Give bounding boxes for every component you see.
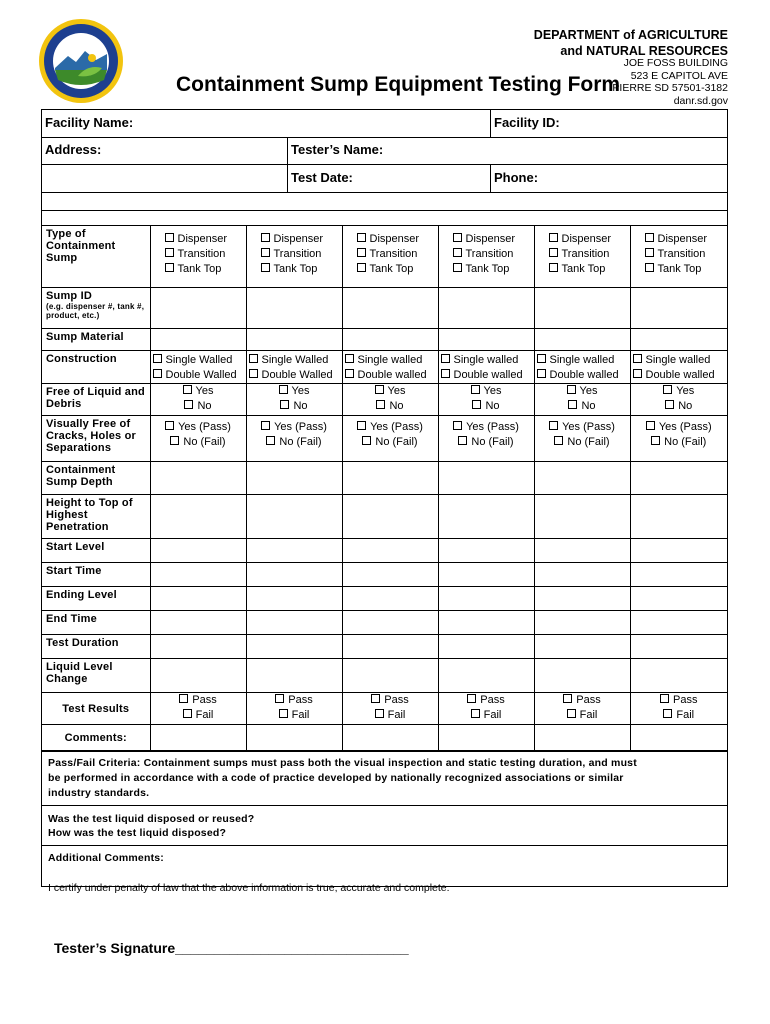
checkbox[interactable] [153,369,162,378]
row-label-visual: Visually Free of Cracks, Holes or Separations [42,415,150,461]
checkbox[interactable] [633,369,642,378]
free-liquid-options[interactable] [438,383,534,415]
penetration-height-cell[interactable] [534,494,630,538]
visual-inspection-options[interactable] [342,415,438,461]
option-single-low: Single walled [345,353,438,368]
checkbox[interactable] [453,233,462,242]
checkbox[interactable] [280,400,289,409]
row-label-free-liquid: Free of Liquid and Debris [42,383,150,415]
free-liquid-options[interactable] [630,383,727,415]
ending-level-cell[interactable] [630,586,727,610]
sump-type-options[interactable] [438,225,534,287]
test-result-options[interactable] [534,692,630,724]
checkbox[interactable] [376,400,385,409]
option-fail: Fail [535,708,630,723]
ending-level-cell[interactable] [534,586,630,610]
pass-fail-criteria [42,752,727,806]
construction-options[interactable] [342,350,438,383]
visual-inspection-options[interactable] [150,415,246,461]
start-level-cell[interactable] [630,538,727,562]
free-liquid-options[interactable] [150,383,246,415]
facility-id-field[interactable]: Facility ID: [494,115,560,130]
criteria-line-3: industry standards. [48,786,150,799]
option-double-low: Double walled [345,368,438,383]
checkbox[interactable] [261,263,270,272]
checkbox[interactable] [261,248,270,257]
free-liquid-options[interactable] [342,383,438,415]
sump-material-cell[interactable] [342,328,438,350]
addr-line-2: 523 E CAPITOL AVE [630,69,728,82]
sump-test-table [42,211,727,751]
option-dispenser: Dispenser [261,232,342,247]
address-field[interactable]: Address: [45,142,102,157]
row-label-end-time: End Time [42,610,150,634]
option-no-fail: No (Fail) [247,435,342,450]
duration-cell[interactable] [150,634,246,658]
option-dispenser: Dispenser [549,232,630,247]
option-yes: Yes [631,384,728,399]
checkbox[interactable] [537,369,546,378]
penetration-height-cell[interactable] [342,494,438,538]
checkbox[interactable] [458,436,467,445]
sump-type-options[interactable] [246,225,342,287]
start-time-cell[interactable] [630,562,727,586]
option-no-fail: No (Fail) [151,435,246,450]
checkbox[interactable] [549,421,558,430]
construction-options[interactable] [534,350,630,383]
duration-cell[interactable] [630,634,727,658]
row-label-start-time: Start Time [42,562,150,586]
test-result-options[interactable] [630,692,727,724]
liquid-level-change-cell[interactable] [438,658,534,692]
row-label-material: Sump Material [42,328,150,350]
checkbox[interactable] [375,385,384,394]
checkbox[interactable] [471,709,480,718]
duration-cell[interactable] [438,634,534,658]
liquid-level-change-cell[interactable] [630,658,727,692]
row-label-start-level: Start Level [42,538,150,562]
free-liquid-options[interactable] [246,383,342,415]
checkbox[interactable] [153,354,162,363]
option-no: No [343,399,438,414]
checkbox[interactable] [663,709,672,718]
option-pass: Pass [151,693,246,708]
checkbox[interactable] [179,694,188,703]
row-label-depth: Containment Sump Depth [42,461,150,494]
duration-cell[interactable] [246,634,342,658]
checkbox[interactable] [261,421,270,430]
liquid-level-change-cell[interactable] [246,658,342,692]
sump-material-cell[interactable] [534,328,630,350]
option-yes-pass: Yes (Pass) [343,420,438,435]
ending-level-cell[interactable] [246,586,342,610]
sump-material-cell[interactable] [630,328,727,350]
option-fail: Fail [439,708,534,723]
option-dispenser: Dispenser [357,232,438,247]
option-fail: Fail [247,708,342,723]
sump-material-cell[interactable] [150,328,246,350]
option-double-low: Double walled [441,368,534,383]
test-date-field[interactable]: Test Date: [291,170,353,185]
checkbox[interactable] [549,263,558,272]
row-label-type: Type of Containment Sump [42,225,150,287]
sump-depth-cell[interactable] [630,461,727,494]
option-no-fail: No (Fail) [535,435,630,450]
checkbox[interactable] [645,263,654,272]
ending-level-cell[interactable] [342,586,438,610]
penetration-height-cell[interactable] [246,494,342,538]
checkbox[interactable] [441,369,450,378]
end-time-cell[interactable] [342,610,438,634]
certification-statement: I certify under penalty of law that the above information is true, accurate and complete. [48,882,450,894]
checkbox[interactable] [467,694,476,703]
checkbox[interactable] [567,385,576,394]
option-double-low: Double walled [537,368,630,383]
start-level-cell[interactable] [534,538,630,562]
option-pass: Pass [247,693,342,708]
sump-depth-cell[interactable] [438,461,534,494]
option-yes-pass: Yes (Pass) [247,420,342,435]
option-no: No [535,399,630,414]
sump-id-cell[interactable] [150,287,246,328]
checkbox[interactable] [165,233,174,242]
test-result-options[interactable] [246,692,342,724]
free-liquid-options[interactable] [534,383,630,415]
option-no: No [151,399,246,414]
liquid-level-change-cell[interactable] [342,658,438,692]
sump-depth-cell[interactable] [150,461,246,494]
checkbox[interactable] [261,233,270,242]
option-pass: Pass [439,693,534,708]
sump-type-options[interactable] [630,225,727,287]
option-single-low: Single walled [633,353,728,368]
checkbox[interactable] [165,421,174,430]
criteria-line-1: Pass/Fail Criteria: Containment sumps must pass both the visual inspection and static testing duration, and must [48,756,637,769]
sump-depth-cell[interactable] [534,461,630,494]
duration-cell[interactable] [342,634,438,658]
option-yes: Yes [343,384,438,399]
start-time-cell[interactable] [438,562,534,586]
checkbox[interactable] [663,385,672,394]
test-result-options[interactable] [150,692,246,724]
row-label-liquid-change: Liquid Level Change [42,658,150,692]
option-no-fail: No (Fail) [343,435,438,450]
sump-depth-cell[interactable] [342,461,438,494]
start-level-cell[interactable] [246,538,342,562]
row-label-height: Height to Top of Highest Penetration [42,494,150,538]
option-pass: Pass [343,693,438,708]
row-label-ending-level: Ending Level [42,586,150,610]
option-yes-pass: Yes (Pass) [151,420,246,435]
comments-cell[interactable] [438,724,534,750]
option-transition: Transition [357,247,438,262]
option-fail: Fail [151,708,246,723]
checkbox[interactable] [633,354,642,363]
option-tank-top: Tank Top [453,262,534,277]
department-address [612,57,728,107]
tester-signature-line[interactable]: Tester’s Signature______________________________ [54,940,409,956]
disposal-question[interactable] [42,806,727,846]
addr-line-1: JOE FOSS BUILDING [623,57,728,69]
checkbox[interactable] [453,263,462,272]
construction-options[interactable] [630,350,727,383]
dept-line-1: DEPARTMENT of AGRICULTURE [533,28,728,42]
option-fail: Fail [631,708,728,723]
option-single-low: Single walled [441,353,534,368]
checkbox[interactable] [646,421,655,430]
checkbox[interactable] [554,436,563,445]
checkbox[interactable] [345,354,354,363]
checkbox[interactable] [357,248,366,257]
construction-options[interactable] [150,350,246,383]
checkbox[interactable] [183,385,192,394]
checkbox[interactable] [472,400,481,409]
form-title: Containment Sump Equipment Testing Form [176,73,621,96]
start-level-cell[interactable] [150,538,246,562]
option-no: No [247,399,342,414]
row-label-construction: Construction [42,350,150,383]
facility-name-field[interactable]: Facility Name: [45,115,134,130]
start-level-cell[interactable] [438,538,534,562]
comments-cell[interactable] [534,724,630,750]
option-no: No [439,399,534,414]
visual-inspection-options[interactable] [630,415,727,461]
option-dispenser: Dispenser [165,232,246,247]
duration-cell[interactable] [534,634,630,658]
start-time-cell[interactable] [246,562,342,586]
checkbox[interactable] [665,400,674,409]
option-single-low: Single walled [537,353,630,368]
option-tank-top: Tank Top [645,262,728,277]
facility-info-section [42,110,727,211]
checkbox[interactable] [357,421,366,430]
row-label-duration: Test Duration [42,634,150,658]
penetration-height-cell[interactable] [438,494,534,538]
row-label-results: Test Results [42,692,150,724]
checkbox[interactable] [165,263,174,272]
visual-inspection-options[interactable] [534,415,630,461]
checkbox[interactable] [453,248,462,257]
phone-field[interactable]: Phone: [494,170,539,185]
department-name [534,27,728,59]
option-tank-top: Tank Top [357,262,438,277]
sump-id-cell[interactable] [630,287,727,328]
checkbox[interactable] [549,248,558,257]
checkbox[interactable] [441,354,450,363]
checkbox[interactable] [645,248,654,257]
comments-cell[interactable] [630,724,727,750]
sump-type-options[interactable] [342,225,438,287]
sump-material-cell[interactable] [438,328,534,350]
option-yes: Yes [439,384,534,399]
checkbox[interactable] [645,233,654,242]
option-single-cap: Single Walled [249,353,342,368]
penetration-height-cell[interactable] [150,494,246,538]
option-dispenser: Dispenser [645,232,728,247]
checkbox[interactable] [170,436,179,445]
sump-id-cell[interactable] [438,287,534,328]
checkbox[interactable] [165,248,174,257]
construction-options[interactable] [438,350,534,383]
checkbox[interactable] [275,694,284,703]
row-sublabel: (e.g. dispenser #, tank #, product, etc.) [46,301,145,320]
sump-id-cell[interactable] [246,287,342,328]
visual-inspection-options[interactable] [246,415,342,461]
end-time-cell[interactable] [630,610,727,634]
comments-cell[interactable] [342,724,438,750]
start-time-cell[interactable] [534,562,630,586]
criteria-line-2: be performed in accordance with a code of practice developed by nationally recognized associations or similar [48,771,624,784]
option-yes-pass: Yes (Pass) [631,420,728,435]
checkbox[interactable] [184,400,193,409]
option-yes: Yes [151,384,246,399]
option-no-fail: No (Fail) [439,435,534,450]
sump-id-cell[interactable] [342,287,438,328]
checkbox[interactable] [279,385,288,394]
option-tank-top: Tank Top [165,262,246,277]
checkbox[interactable] [471,385,480,394]
row-label-comments: Comments: [42,724,150,750]
option-fail: Fail [343,708,438,723]
option-yes: Yes [247,384,342,399]
option-pass: Pass [631,693,728,708]
option-transition: Transition [453,247,534,262]
option-yes-pass: Yes (Pass) [439,420,534,435]
option-double-low: Double walled [633,368,728,383]
option-yes: Yes [535,384,630,399]
option-transition: Transition [261,247,342,262]
test-result-options[interactable] [438,692,534,724]
checkbox[interactable] [357,233,366,242]
sump-material-cell[interactable] [246,328,342,350]
sump-depth-cell[interactable] [246,461,342,494]
row-label-sump-id: Sump ID (e.g. dispenser #, tank #, product, etc.) [42,287,150,328]
end-time-cell[interactable] [438,610,534,634]
additional-comments-field[interactable]: Additional Comments: [48,851,164,864]
start-level-cell[interactable] [342,538,438,562]
form-box [41,109,728,887]
checkbox[interactable] [362,436,371,445]
checkbox[interactable] [183,709,192,718]
addr-line-3: PIERRE SD 57501-3182 [612,82,728,94]
visual-inspection-options[interactable] [438,415,534,461]
addr-line-4: danr.sd.gov [673,94,728,107]
option-tank-top: Tank Top [549,262,630,277]
disposal-q1: Was the test liquid disposed or reused? [48,812,255,825]
start-time-cell[interactable] [150,562,246,586]
tester-name-field[interactable]: Tester’s Name: [291,142,384,157]
checkbox[interactable] [279,709,288,718]
test-result-options[interactable] [342,692,438,724]
checkbox[interactable] [651,436,660,445]
checkbox[interactable] [357,263,366,272]
sump-id-cell[interactable] [534,287,630,328]
checkbox[interactable] [660,694,669,703]
checkbox[interactable] [249,354,258,363]
option-tank-top: Tank Top [261,262,342,277]
option-no: No [631,399,728,414]
comments-cell[interactable] [150,724,246,750]
option-transition: Transition [165,247,246,262]
dept-line-2: and NATURAL RESOURCES [560,44,728,58]
start-time-cell[interactable] [342,562,438,586]
end-time-cell[interactable] [150,610,246,634]
liquid-level-change-cell[interactable] [534,658,630,692]
checkbox[interactable] [249,369,258,378]
option-yes-pass: Yes (Pass) [535,420,630,435]
disposal-q2: How was the test liquid disposed? [48,826,227,839]
department-seal-logo [38,18,124,104]
option-no-fail: No (Fail) [631,435,728,450]
checkbox[interactable] [266,436,275,445]
option-pass: Pass [535,693,630,708]
checkbox[interactable] [453,421,462,430]
construction-options[interactable] [246,350,342,383]
option-double-cap: Double Walled [153,368,246,383]
option-dispenser: Dispenser [453,232,534,247]
penetration-height-cell[interactable] [630,494,727,538]
checkbox[interactable] [345,369,354,378]
option-transition: Transition [549,247,630,262]
comments-cell[interactable] [246,724,342,750]
checkbox[interactable] [568,400,577,409]
liquid-level-change-cell[interactable] [150,658,246,692]
option-transition: Transition [645,247,728,262]
end-time-cell[interactable] [246,610,342,634]
end-time-cell[interactable] [534,610,630,634]
option-double-cap: Double Walled [249,368,342,383]
ending-level-cell[interactable] [438,586,534,610]
sump-type-options[interactable] [534,225,630,287]
checkbox[interactable] [371,694,380,703]
checkbox[interactable] [537,354,546,363]
checkbox[interactable] [549,233,558,242]
ending-level-cell[interactable] [150,586,246,610]
checkbox[interactable] [563,694,572,703]
option-single-cap: Single Walled [153,353,246,368]
sump-type-options[interactable] [150,225,246,287]
checkbox[interactable] [375,709,384,718]
checkbox[interactable] [567,709,576,718]
